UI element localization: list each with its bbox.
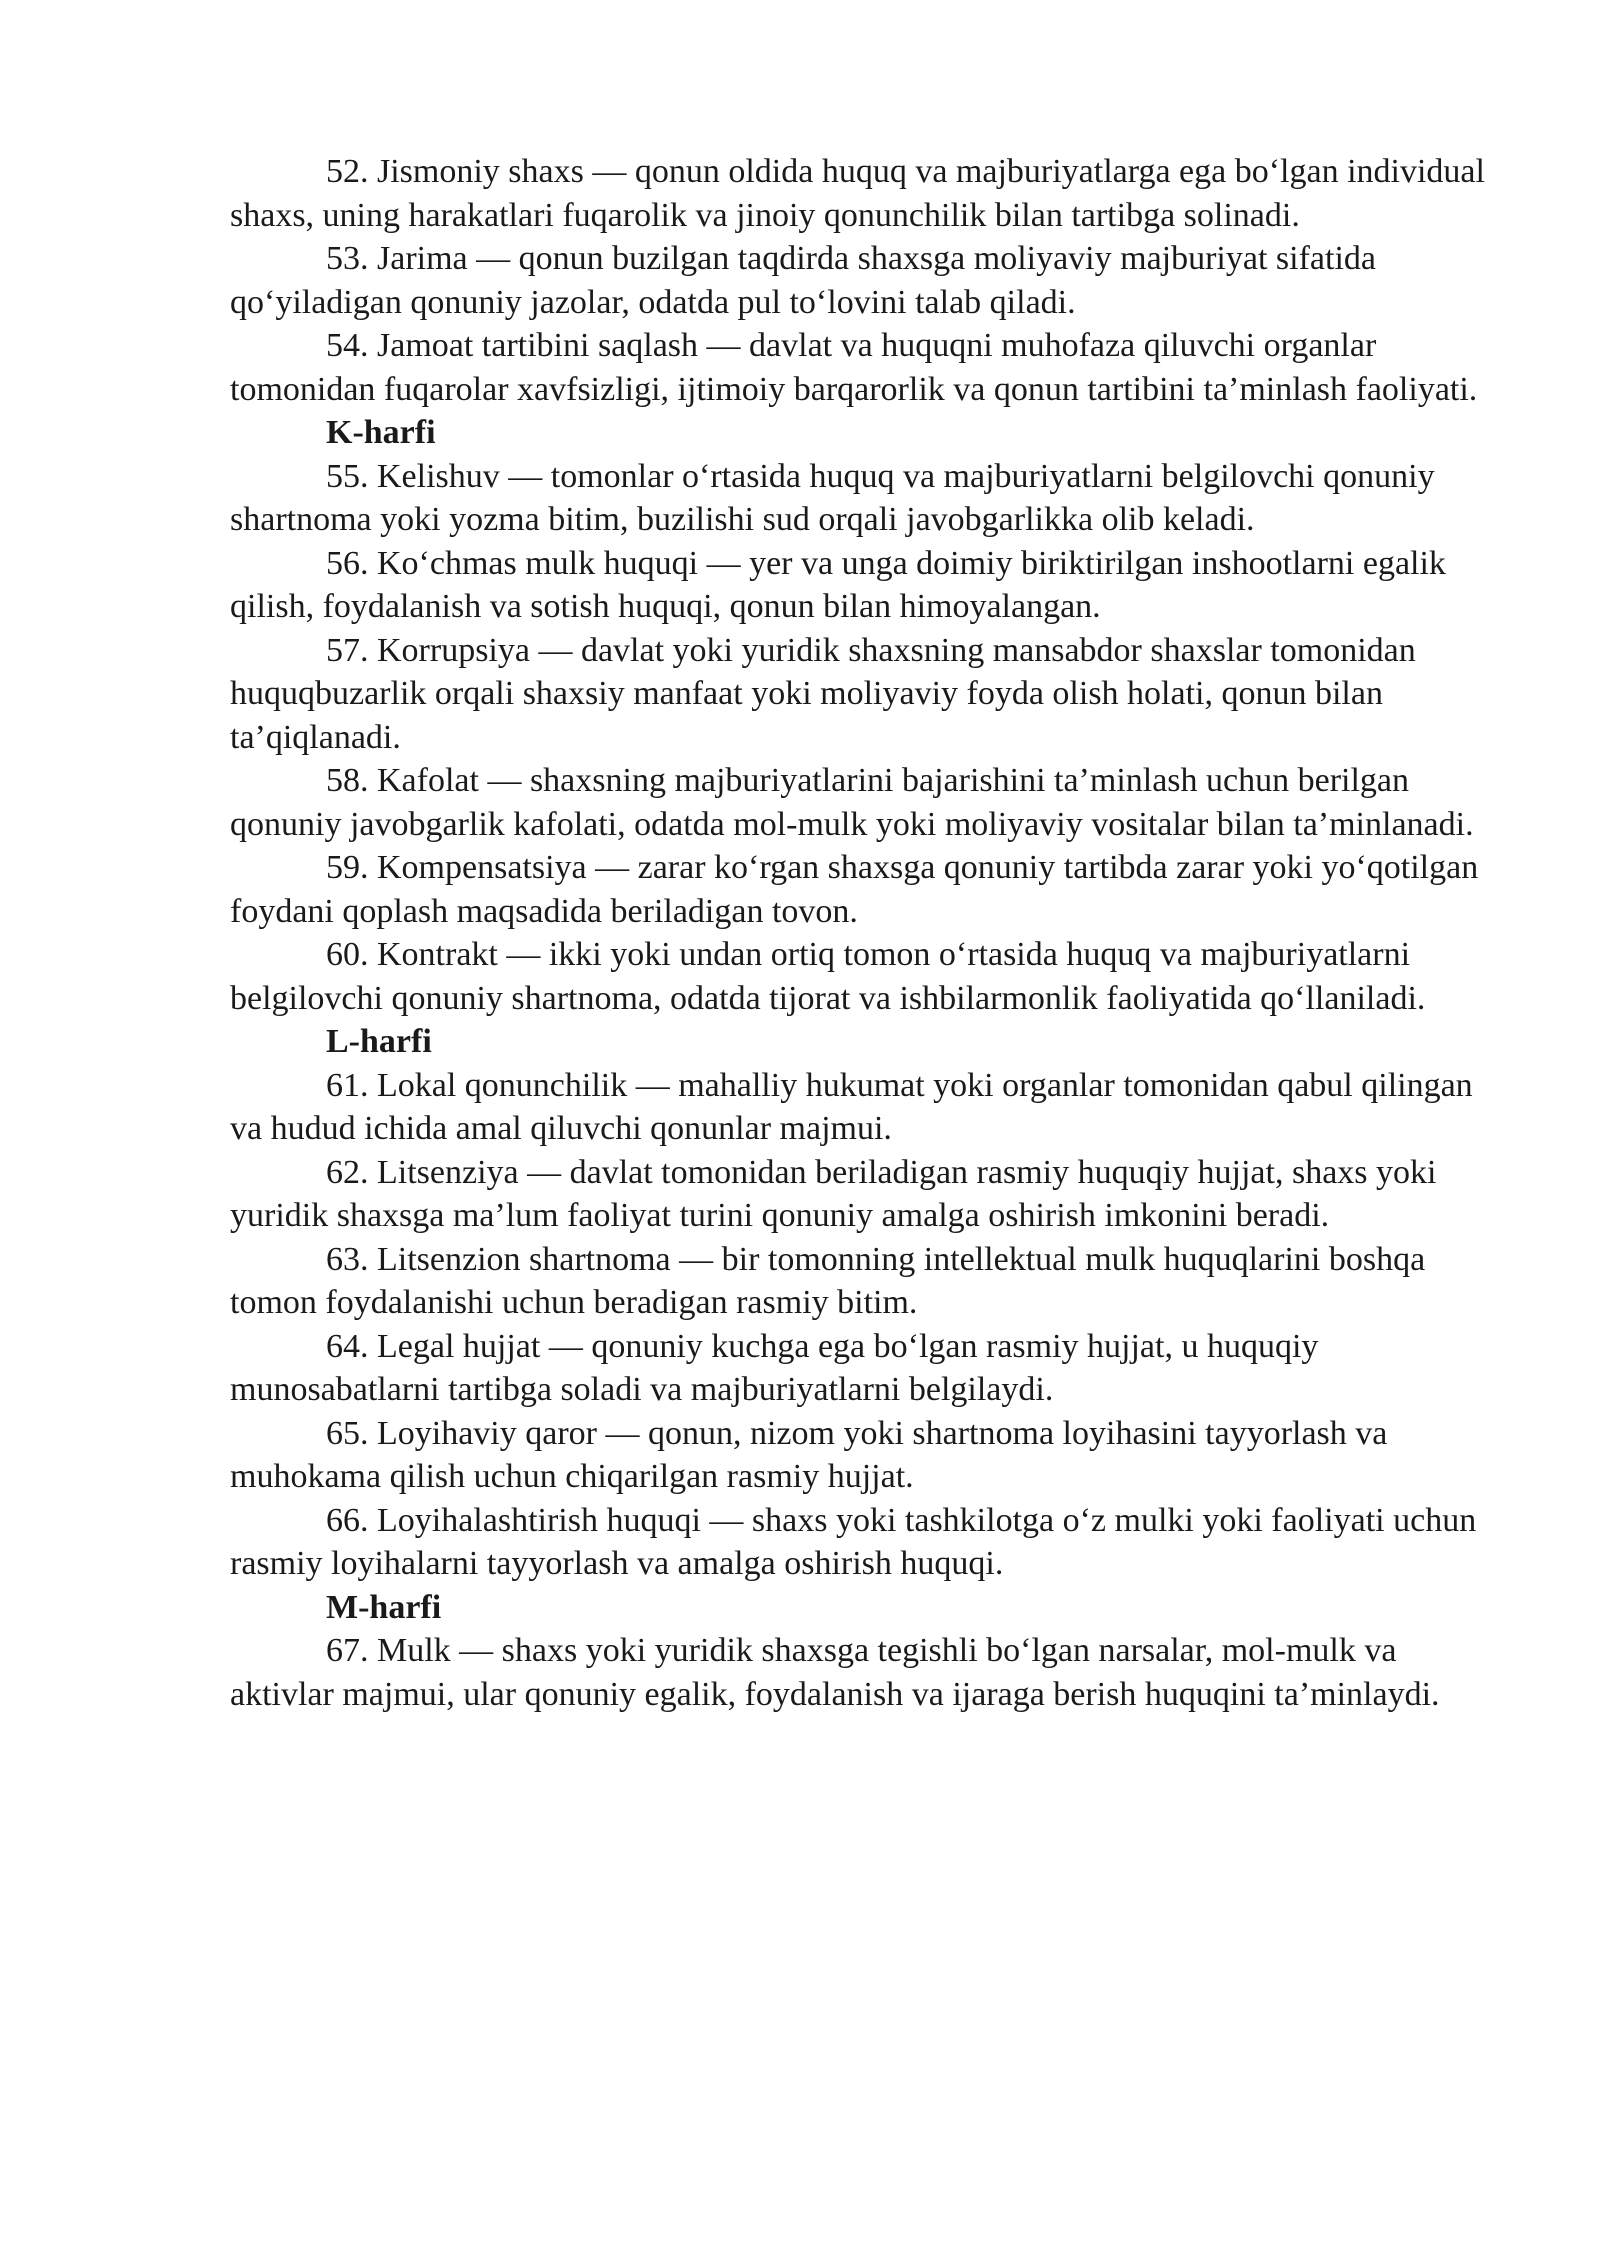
- glossary-entry-62: 62. Litsenziya — davlat tomonidan beriladigan rasmiy huquqiy hujjat, shaxs yoki yuridik shaxsga ma’lum faoliyat turini qonuniy amalga oshirish imkonini beradi.: [230, 1153, 1437, 1234]
- section-heading-k: K-harfi: [326, 414, 436, 451]
- section-heading-m: M-harfi: [326, 1588, 442, 1626]
- glossary-entry-59: 59. Kompensatsiya — zarar ko‘rgan shaxsga qonuniy tartibda zarar yoki yo‘qotilgan foydani qoplash maqsadida beriladigan tovon.: [230, 849, 1479, 930]
- glossary-entry-60: 60. Kontrakt — ikki yoki undan ortiq tomon o‘rtasida huquq va majburiyatlarni belgilovchi qonuniy shartnoma, odatda tijorat va ishbilarmonlik faoliyatida qo‘llaniladi.: [230, 936, 1426, 1017]
- glossary-entry-55: 55. Kelishuv — tomonlar o‘rtasida huquq va majburiyatlarni belgilovchi qonuniy shartnoma yoki yozma bitim, buzilishi sud orqali javobgarlikka olib keladi.: [230, 457, 1435, 538]
- glossary-entry-53: 53. Jarima — qonun buzilgan taqdirda shaxsga moliyaviy majburiyat sifatida qo‘yiladigan qonuniy jazolar, odatda pul to‘lovini talab qiladi.: [230, 240, 1376, 321]
- document-page: [230, 150, 1490, 1716]
- glossary-entry-66: 66. Loyihalashtirish huquqi — shaxs yoki tashkilotga o‘z mulki yoki faoliyati uchun rasmiy loyihalarni tayyorlash va amalga oshirish huquqi.: [230, 1501, 1477, 1582]
- glossary-entry-67: 67. Mulk — shaxs yoki yuridik shaxsga tegishli bo‘lgan narsalar, mol-mulk va aktivlar majmui, ular qonuniy egalik, foydalanish va ijaraga berish huquqini ta’minlaydi.: [230, 1632, 1440, 1713]
- glossary-entry-58: 58. Kafolat — shaxsning majburiyatlarini bajarishini ta’minlash uchun berilgan qonuniy javobgarlik kafolati, odatda mol-mulk yoki moliyaviy vositalar bilan ta’minlanadi.: [230, 762, 1474, 843]
- glossary-entry-57: 57. Korrupsiya — davlat yoki yuridik shaxsning mansabdor shaxslar tomonidan huquqbuzarlik orqali shaxsiy manfaat yoki moliyaviy foyda olish holati, qonun bilan ta’qiqlanadi.: [230, 631, 1416, 756]
- glossary-entry-61: 61. Lokal qonunchilik — mahalliy hukumat yoki organlar tomonidan qabul qilingan va hudud ichida amal qiluvchi qonunlar majmui.: [230, 1066, 1473, 1147]
- glossary-entry-65: 65. Loyihaviy qaror — qonun, nizom yoki shartnoma loyihasini tayyorlash va muhokama qilish uchun chiqarilgan rasmiy hujjat.: [230, 1414, 1388, 1495]
- glossary-entry-56: 56. Ko‘chmas mulk huquqi — yer va unga doimiy biriktirilgan inshootlarni egalik qilish, foydalanish va sotish huquqi, qonun bilan himoyalangan.: [230, 544, 1446, 625]
- glossary-entry-52: 52. Jismoniy shaxs — qonun oldida huquq va majburiyatlarga ega bo‘lgan individual shaxs, uning harakatlari fuqarolik va jinoiy qonunchilik bilan tartibga solinadi.: [230, 153, 1485, 234]
- section-heading-l: L-harfi: [326, 1023, 432, 1060]
- glossary-entry-54: 54. Jamoat tartibini saqlash — davlat va huquqni muhofaza qiluvchi organlar tomonidan fuqarolar xavfsizligi, ijtimoiy barqarorlik va qonun tartibini ta’minlash faoliyati.: [230, 327, 1478, 408]
- glossary-entry-63: 63. Litsenzion shartnoma — bir tomonning intellektual mulk huquqlarini boshqa tomon foydalanishi uchun beradigan rasmiy bitim.: [230, 1240, 1426, 1321]
- glossary-entry-64: 64. Legal hujjat — qonuniy kuchga ega bo‘lgan rasmiy hujjat, u huquqiy munosabatlarni tartibga soladi va majburiyatlarni belgilaydi.: [230, 1327, 1319, 1408]
